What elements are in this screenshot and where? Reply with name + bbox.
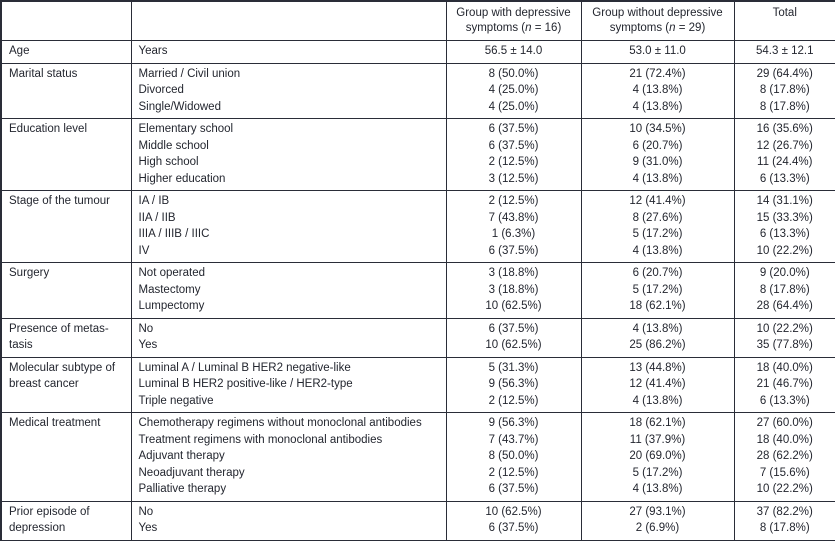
cell-line: IIIA / IIIB / IIIC bbox=[138, 228, 210, 240]
header-group-without-depressive: Group without depressive symptoms (n = 29) bbox=[581, 1, 734, 41]
value-cell bbox=[446, 501, 581, 541]
cell-line: 11 (24.4%) bbox=[757, 156, 813, 168]
cell-line: 35 (77.8%) bbox=[756, 339, 813, 351]
table-section-row bbox=[1, 41, 835, 64]
cell-line: 8 (27.6%) bbox=[632, 211, 683, 224]
cell-line: IA / IB bbox=[138, 195, 170, 207]
cell-line: Neoadjuvant therapy bbox=[138, 466, 245, 479]
cell-line: Palliative therapy bbox=[138, 483, 227, 495]
cell-line: 10 (62.5%) bbox=[485, 505, 542, 518]
value-cell bbox=[581, 501, 734, 541]
table-section-row bbox=[1, 413, 835, 502]
cell-line: 2 (12.5%) bbox=[488, 195, 539, 207]
cell-line: Divorced bbox=[138, 84, 184, 96]
category-cell: Surgery bbox=[1, 263, 131, 319]
cell-line: Treatment regimens with monoclonal antibodies bbox=[138, 433, 383, 446]
table-section-row bbox=[1, 318, 835, 357]
cell-line: 37 (82.2%) bbox=[756, 505, 813, 518]
cell-line: 10 (62.5%) bbox=[485, 339, 542, 351]
table-section-row bbox=[1, 357, 835, 413]
value-cell bbox=[734, 263, 835, 319]
cell-line: 8 (17.8%) bbox=[759, 84, 810, 96]
cell-line: 4 (13.8%) bbox=[632, 394, 683, 407]
cell-line: 10 (22.2%) bbox=[756, 483, 813, 495]
header-total: Total bbox=[734, 1, 835, 41]
header-group-with-depressive: Group with depressive symptoms (n = 16) bbox=[446, 1, 581, 41]
cell-line: 54.3 ± 12.1 bbox=[756, 45, 814, 57]
cell-line: 4 (13.8%) bbox=[632, 322, 683, 335]
cell-line: 10 (22.2%) bbox=[756, 244, 813, 257]
cell-line: 18 (62.1%) bbox=[629, 300, 686, 312]
label-cell bbox=[131, 413, 446, 502]
cell-line: 5 (31.3%) bbox=[488, 361, 539, 374]
cell-line: IIA / IIB bbox=[138, 211, 176, 224]
cell-line: 6 (20.7%) bbox=[632, 267, 683, 279]
cell-line: 10 (22.2%) bbox=[756, 322, 813, 335]
header-empty-subcategory bbox=[131, 1, 446, 41]
cell-line: 2 (12.5%) bbox=[488, 156, 539, 168]
value-cell bbox=[734, 501, 835, 541]
table-section-row bbox=[1, 263, 835, 319]
label-cell bbox=[131, 41, 446, 64]
cell-line: 21 (72.4%) bbox=[629, 67, 686, 80]
cell-line: 4 (13.8%) bbox=[632, 84, 683, 96]
cell-line: 8 (17.8%) bbox=[759, 522, 810, 534]
category-cell: Presence of metas- tasis bbox=[1, 318, 131, 357]
value-cell bbox=[581, 357, 734, 413]
cell-line: 6 (13.3%) bbox=[759, 172, 810, 185]
cell-line: 8 (50.0%) bbox=[488, 450, 539, 462]
cell-line: 53.0 ± 11.0 bbox=[629, 45, 686, 57]
category-cell: Education level bbox=[1, 119, 131, 191]
cell-line: 11 (37.9%) bbox=[629, 433, 686, 446]
cell-line: Adjuvant therapy bbox=[138, 450, 225, 462]
value-cell bbox=[581, 41, 734, 64]
category-cell: Marital status bbox=[1, 63, 131, 119]
cell-line: Elementary school bbox=[138, 123, 234, 135]
table-body bbox=[1, 41, 835, 541]
value-cell bbox=[734, 41, 835, 64]
cell-line: 6 (37.5%) bbox=[488, 123, 539, 135]
cell-line: 7 (43.7%) bbox=[488, 433, 539, 446]
value-cell bbox=[446, 41, 581, 64]
cell-line: Triple negative bbox=[138, 394, 214, 407]
value-cell bbox=[734, 318, 835, 357]
cell-line: 9 (56.3%) bbox=[488, 378, 539, 390]
cell-line: Higher education bbox=[138, 172, 226, 185]
value-cell bbox=[446, 191, 581, 263]
cell-line: 5 (17.2%) bbox=[632, 283, 683, 296]
cell-line: Single/Widowed bbox=[138, 100, 221, 113]
label-cell bbox=[131, 263, 446, 319]
cell-line: Married / Civil union bbox=[138, 67, 241, 80]
cell-line: 5 (17.2%) bbox=[632, 466, 683, 479]
cell-line: 13 (44.8%) bbox=[629, 361, 686, 374]
value-cell bbox=[446, 318, 581, 357]
cell-line: Luminal B HER2 positive-like / HER2-type bbox=[138, 378, 353, 390]
cell-line: Chemotherapy regimens without monoclonal antibodies bbox=[138, 417, 422, 429]
table-section-row bbox=[1, 501, 835, 541]
cell-line: Lumpectomy bbox=[138, 300, 205, 312]
cell-line: 5 (17.2%) bbox=[632, 228, 683, 240]
cell-line: 2 (12.5%) bbox=[488, 466, 539, 479]
cell-line: 6 (13.3%) bbox=[759, 394, 810, 407]
value-cell bbox=[446, 263, 581, 319]
cell-line: 7 (15.6%) bbox=[759, 466, 810, 479]
value-cell bbox=[581, 263, 734, 319]
label-cell bbox=[131, 357, 446, 413]
cell-line: 12 (41.4%) bbox=[629, 378, 686, 390]
cell-line: 21 (46.7%) bbox=[756, 378, 813, 390]
label-cell bbox=[131, 63, 446, 119]
cell-line: 16 (35.6%) bbox=[756, 123, 813, 135]
table-header-row bbox=[1, 1, 835, 41]
cell-line: 8 (17.8%) bbox=[759, 283, 810, 296]
table-section-row bbox=[1, 63, 835, 119]
label-cell bbox=[131, 318, 446, 357]
cell-line: 3 (18.8%) bbox=[488, 267, 539, 279]
label-cell bbox=[131, 119, 446, 191]
value-cell bbox=[446, 413, 581, 502]
cell-line: Yes bbox=[138, 339, 158, 351]
cell-line: 28 (64.4%) bbox=[756, 300, 813, 312]
table-section-row bbox=[1, 119, 835, 191]
table-section-row bbox=[1, 191, 835, 263]
cell-line: 4 (13.8%) bbox=[632, 100, 683, 113]
category-cell: Medical treatment bbox=[1, 413, 131, 502]
cell-line: 3 (12.5%) bbox=[488, 172, 539, 185]
value-cell bbox=[581, 413, 734, 502]
cell-line: 29 (64.4%) bbox=[756, 67, 813, 80]
cell-line: 4 (13.8%) bbox=[632, 172, 683, 185]
cell-line: 9 (56.3%) bbox=[488, 417, 539, 429]
cell-line: 27 (93.1%) bbox=[629, 505, 686, 518]
value-cell bbox=[581, 318, 734, 357]
cell-line: Mastectomy bbox=[138, 283, 201, 296]
cell-line: 18 (62.1%) bbox=[629, 417, 686, 429]
cell-line: 15 (33.3%) bbox=[756, 211, 813, 224]
cell-line: 12 (41.4%) bbox=[629, 195, 686, 207]
cell-line: 8 (17.8%) bbox=[759, 100, 810, 113]
cell-line: 10 (62.5%) bbox=[485, 300, 542, 312]
category-cell: Age bbox=[1, 41, 131, 64]
cell-line: 6 (37.5%) bbox=[488, 483, 539, 495]
value-cell bbox=[446, 63, 581, 119]
cell-line: 4 (25.0%) bbox=[488, 100, 539, 113]
cell-line: 2 (12.5%) bbox=[488, 394, 539, 407]
cell-line: 6 (13.3%) bbox=[759, 228, 810, 240]
cell-line: 6 (37.5%) bbox=[488, 522, 539, 534]
cell-line: 56.5 ± 14.0 bbox=[484, 45, 543, 57]
label-cell bbox=[131, 501, 446, 541]
category-cell: Prior episode of depression bbox=[1, 501, 131, 541]
cell-line: 28 (62.2%) bbox=[756, 450, 813, 462]
cell-line: 4 (13.8%) bbox=[632, 483, 683, 495]
cell-line: Not operated bbox=[138, 267, 205, 279]
cell-line: 18 (40.0%) bbox=[756, 433, 813, 446]
label-cell bbox=[131, 191, 446, 263]
cell-line: 6 (37.5%) bbox=[488, 244, 539, 257]
value-cell bbox=[734, 191, 835, 263]
cell-line: 25 (86.2%) bbox=[629, 339, 686, 351]
cell-line: 9 (20.0%) bbox=[759, 267, 810, 279]
cell-line: Middle school bbox=[138, 139, 209, 152]
cell-line: 4 (13.8%) bbox=[632, 244, 683, 257]
cell-line: 4 (25.0%) bbox=[488, 84, 539, 96]
cell-line: 6 (37.5%) bbox=[488, 139, 539, 152]
cell-line: Yes bbox=[138, 522, 158, 534]
cell-line: 12 (26.7%) bbox=[756, 139, 813, 152]
cell-line: No bbox=[138, 505, 154, 518]
value-cell bbox=[581, 63, 734, 119]
value-cell bbox=[734, 63, 835, 119]
cell-line: 14 (31.1%) bbox=[756, 195, 813, 207]
cell-line: 3 (18.8%) bbox=[488, 283, 539, 296]
cell-line: 8 (50.0%) bbox=[488, 67, 539, 80]
cell-line: IV bbox=[138, 244, 150, 257]
cell-line: 10 (34.5%) bbox=[629, 123, 686, 135]
cell-line: High school bbox=[138, 156, 199, 168]
cell-line: 1 (6.3%) bbox=[491, 228, 536, 240]
cell-line: 20 (69.0%) bbox=[629, 450, 686, 462]
value-cell bbox=[581, 191, 734, 263]
cell-line: Years bbox=[138, 45, 168, 57]
cell-line: 9 (31.0%) bbox=[632, 156, 683, 168]
cell-line: 6 (37.5%) bbox=[488, 322, 539, 335]
value-cell bbox=[734, 357, 835, 413]
value-cell bbox=[734, 413, 835, 502]
value-cell bbox=[446, 357, 581, 413]
cell-line: 18 (40.0%) bbox=[756, 361, 813, 374]
value-cell bbox=[734, 119, 835, 191]
cell-line: No bbox=[138, 322, 154, 335]
cell-line: 6 (20.7%) bbox=[632, 139, 683, 152]
value-cell bbox=[446, 119, 581, 191]
cell-line: 2 (6.9%) bbox=[635, 522, 680, 534]
cell-line: 7 (43.8%) bbox=[488, 211, 539, 224]
value-cell bbox=[581, 119, 734, 191]
cell-line: 27 (60.0%) bbox=[756, 417, 813, 429]
header-empty-category bbox=[1, 1, 131, 41]
category-cell: Molecular subtype of breast cancer bbox=[1, 357, 131, 413]
category-cell: Stage of the tumour bbox=[1, 191, 131, 263]
cell-line: Luminal A / Luminal B HER2 negative-like bbox=[138, 361, 351, 374]
